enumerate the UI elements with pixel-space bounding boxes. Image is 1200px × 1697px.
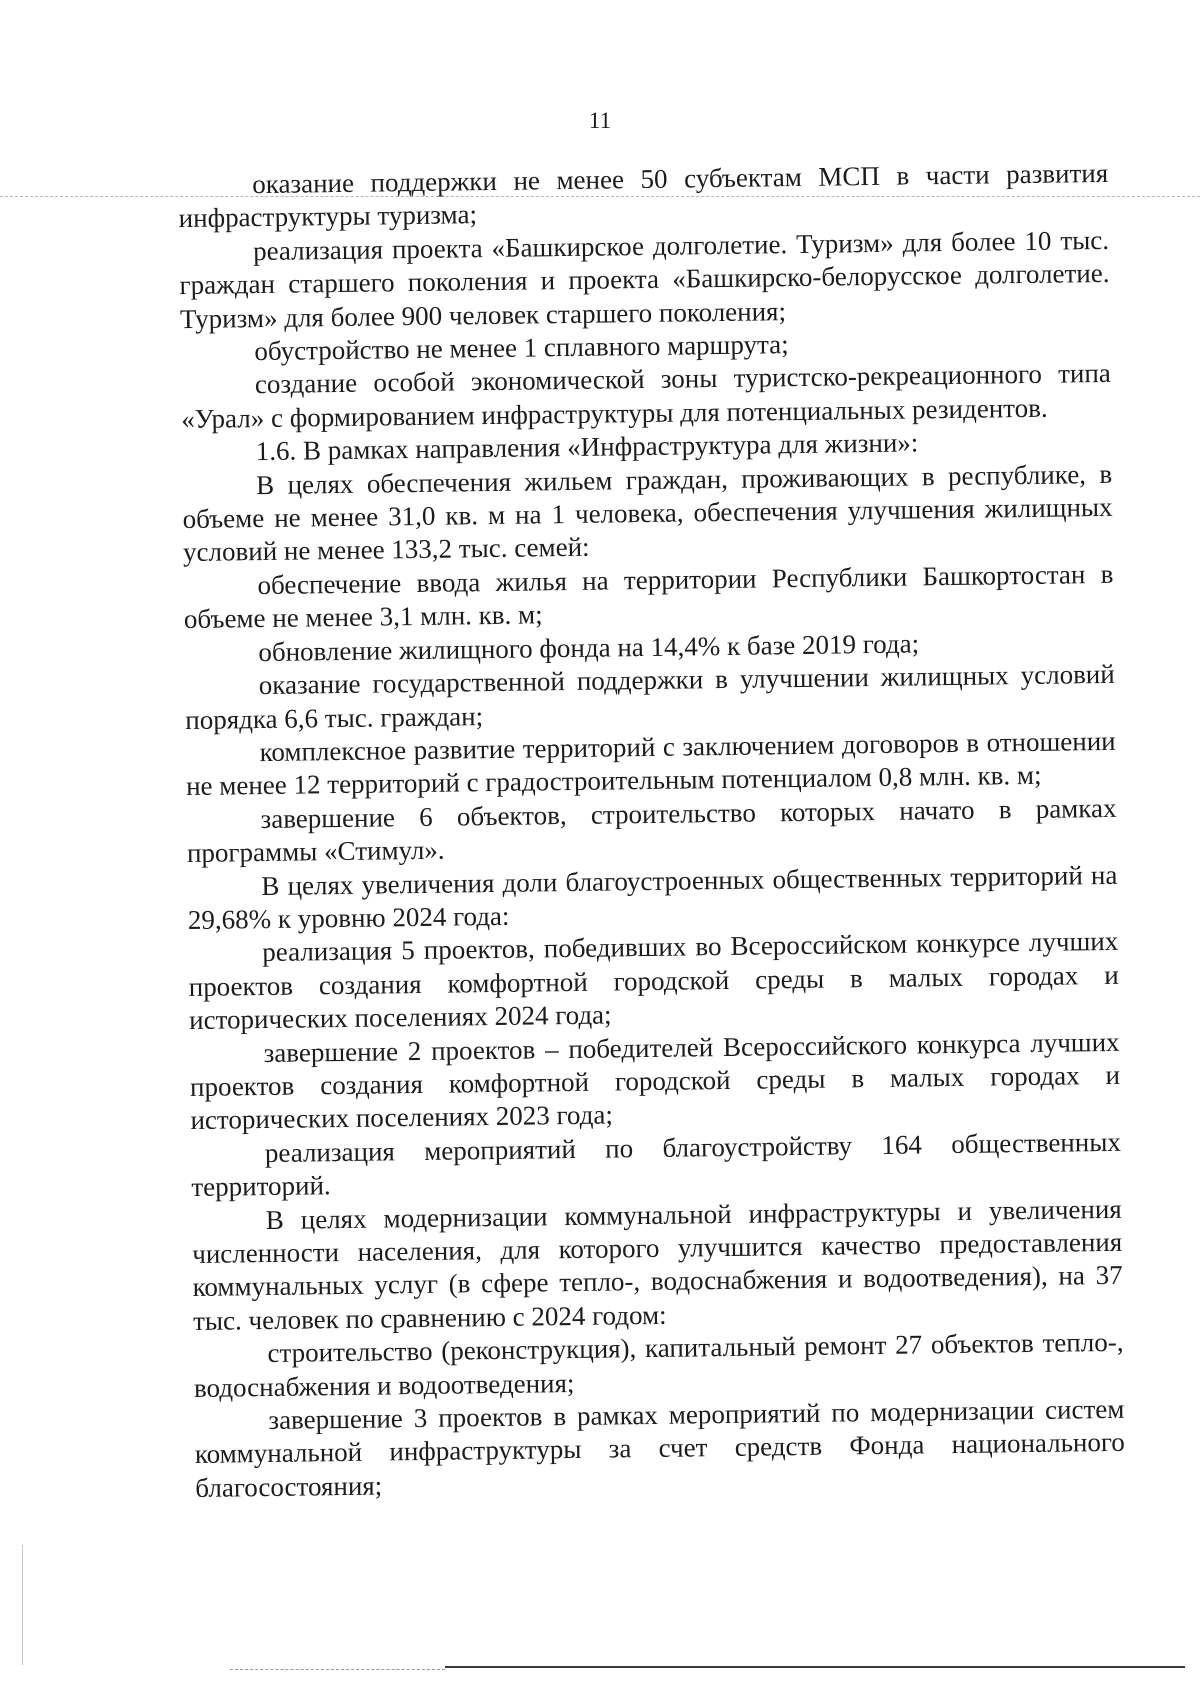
page-number: 11 — [588, 108, 612, 133]
paragraph: создание особой экономической зоны туристско-рекреационного типа «Урал» с формированием инфраструктуры для потенциальных резидентов. — [181, 358, 1111, 434]
paragraph: В целях модернизации коммунальной инфраструктуры и увеличения численности населения, для которого улучшится качество предоставления коммунальных услуг (в сфере тепло-, водоснабжения и водоотведения), на 37 тыс. человек по сравнению с 2024 годом: — [192, 1193, 1123, 1336]
scan-artifact-line — [230, 1669, 445, 1670]
paragraph: реализация 5 проектов, победивших во Всероссийском конкурсе лучших проектов создания комфортной городской среды в малых городах и исторических поселениях 2024 года; — [188, 926, 1119, 1036]
paragraph: завершение 6 объектов, строительство которых начато в рамках программы «Стимул». — [186, 792, 1117, 869]
paragraph: реализация проекта «Башкирское долголетие. Туризм» для более 10 тыс. граждан старшего поколения и проекта «Башкирско-белорусское долголетие. Туризм» для более 900 человек старшего поколения; — [179, 224, 1110, 334]
paragraph: оказание государственной поддержки в улучшении жилищных условий порядка 6,6 тыс. граждан; — [185, 658, 1115, 735]
paragraph: завершение 2 проектов – победителей Всероссийского конкурса лучших проектов создания комфортной городской среды в малых городах и исторических поселениях 2023 года; — [189, 1026, 1121, 1136]
paragraph: обустройство не менее 1 сплавного маршрута; — [254, 329, 789, 367]
scan-artifact-mark — [22, 1545, 23, 1665]
paragraph: реализация мероприятий по благоустройству 164 общественных территорий. — [191, 1126, 1122, 1203]
section-heading: 1.6. В рамках направления «Инфраструктура для жизни»: — [255, 427, 919, 467]
paragraph: В целях обеспечения жильем граждан, проживающих в республике, в объеме не менее 31,0 кв. м на 1 человека, обеспечения улучшения жилищных условий не менее 133,2 тыс. семей: — [182, 458, 1113, 568]
paragraph: обновление жилищного фонда на 14,4% к базе 2019 года; — [258, 628, 920, 667]
scan-artifact-line — [445, 1666, 1185, 1668]
document-body — [178, 157, 1125, 1505]
paragraph: комплексное развитие территорий с заключением договоров в отношении не менее 12 территорий с градостроительным потенциалом 0,8 млн. кв. м; — [185, 725, 1116, 802]
paragraph: завершение 3 проектов в рамках мероприятий по модернизации систем коммунальной инфраструктуры за счет средств Фонда национального благосостояния; — [194, 1393, 1125, 1503]
paragraph: обеспечение ввода жилья на территории Республики Башкортостан в объеме не менее 3,1 млн. кв. м; — [183, 558, 1114, 635]
paragraph: строительство (реконструкция), капитальный ремонт 27 объектов тепло-, водоснабжения и водоотведения; — [193, 1327, 1124, 1403]
paragraph: В целях увеличения доли благоустроенных общественных территорий на 29,68% к уровню 2024 года: — [187, 859, 1118, 935]
paragraph: оказание поддержки не менее 50 субъектам МСП в части развития инфраструктуры туризма; — [178, 157, 1109, 234]
